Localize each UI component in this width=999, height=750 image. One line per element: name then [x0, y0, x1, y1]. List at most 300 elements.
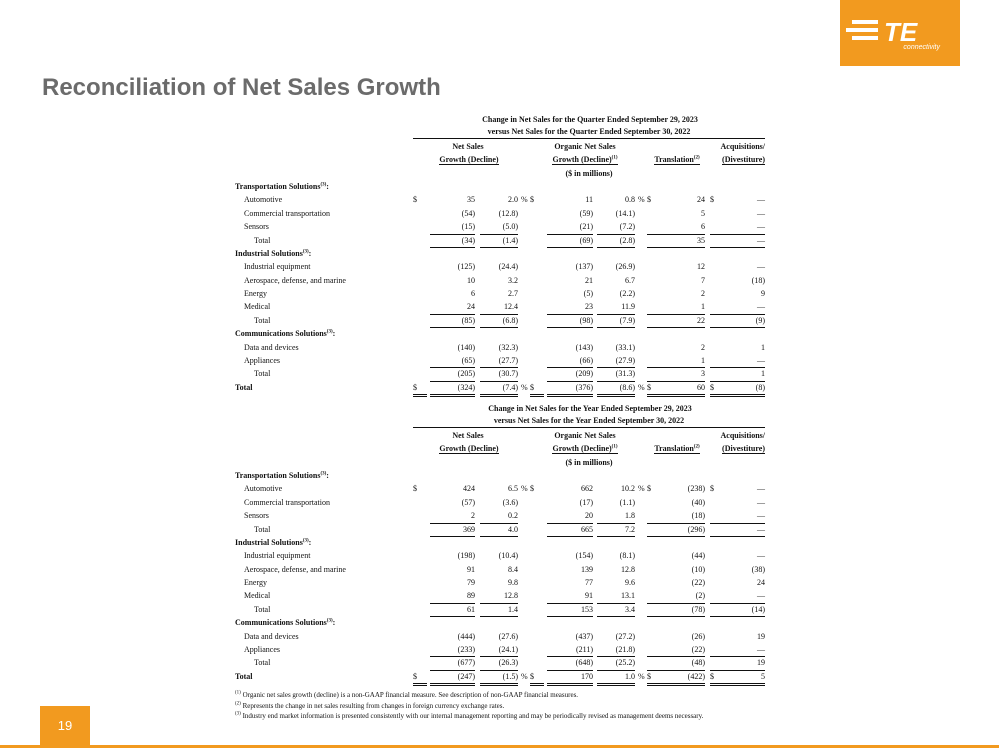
table-cell: (26.3)	[480, 656, 518, 670]
table-cell: 77	[585, 578, 593, 588]
page-number: 19	[40, 706, 90, 746]
table-cell: 89	[430, 589, 475, 603]
table-cell: —	[710, 523, 765, 537]
table-cell: (677)	[430, 656, 475, 670]
table-cell: —	[757, 208, 765, 218]
dollar-sign: $	[710, 484, 714, 494]
column-header-row	[235, 153, 770, 166]
table-cell: (38)	[751, 564, 765, 574]
table-cell: —	[757, 497, 765, 507]
table-cell: 1	[647, 300, 705, 314]
table-cell: 0.8	[625, 195, 635, 205]
table-cell: 10.2	[621, 484, 635, 494]
dollar-sign: $	[530, 195, 534, 205]
table-cell: (7.2)	[597, 220, 635, 234]
percent-sign: %	[521, 195, 528, 205]
row-label: Total	[254, 235, 271, 245]
segment-header-row	[235, 469, 770, 482]
dollar-sign: $	[530, 484, 534, 494]
table-row	[235, 274, 770, 287]
table-cell: (31.3)	[597, 367, 635, 381]
table-cell: 7	[701, 275, 705, 285]
table-cell: 1.8	[597, 509, 635, 523]
row-label: Energy	[244, 289, 267, 299]
percent-sign: %	[638, 484, 645, 494]
dollar-sign: $	[647, 195, 651, 205]
footnote-text: Organic net sales growth (decline) is a non-GAAP financial measure. See description of non-GAAP financial measures.	[242, 691, 579, 699]
section-subtitle-row	[235, 126, 770, 139]
table-cell: —	[710, 643, 765, 657]
segment-header-row	[235, 180, 770, 193]
footnote-text: Represents the change in net sales resulting from changes in foreign currency exchange rates.	[242, 701, 505, 710]
table-cell: 8.4	[508, 564, 518, 574]
table-cell: 6	[471, 289, 475, 299]
table-row	[235, 300, 770, 313]
net-sales-growth-label: Growth (Decline)	[439, 155, 499, 165]
footnote-ref: (2)	[235, 701, 241, 707]
table-cell: 665	[547, 523, 593, 537]
table-cell: (21.8)	[597, 643, 635, 657]
table-cell: 2	[701, 289, 705, 299]
table-cell: 91	[467, 564, 475, 574]
subtotal-row	[235, 603, 770, 616]
te-logo	[840, 0, 960, 66]
year-table	[235, 402, 770, 683]
table-row	[235, 630, 770, 643]
table-cell: (140)	[457, 342, 475, 352]
organic-growth-header	[535, 442, 635, 455]
table-cell: 60	[647, 381, 705, 397]
table-cell: (24.4)	[498, 262, 518, 272]
table-cell: 1	[647, 354, 705, 368]
table-row	[235, 260, 770, 273]
units-row	[235, 456, 770, 469]
table-cell: 6	[647, 220, 705, 234]
footnote-ref: (1)	[611, 444, 618, 450]
table-cell: (444)	[457, 631, 475, 641]
table-cell: 11.9	[597, 300, 635, 314]
row-label: Total	[254, 369, 271, 379]
table-cell: 2.7	[508, 289, 518, 299]
table-cell: (10)	[691, 564, 705, 574]
row-label: Medical	[244, 591, 271, 601]
table-cell: (2.2)	[619, 289, 635, 299]
table-cell: (66)	[547, 354, 593, 368]
table-cell: —	[710, 589, 765, 603]
table-row	[235, 589, 770, 602]
table-row	[235, 496, 770, 509]
quarter-table	[235, 113, 770, 394]
section-title: Change in Net Sales for the Year Ended September 29, 2023	[488, 404, 692, 413]
table-cell: (648)	[547, 656, 593, 670]
subtotal-row	[235, 523, 770, 536]
dollar-sign: $	[413, 381, 427, 397]
table-cell: (12.8)	[498, 208, 518, 218]
table-row	[235, 576, 770, 589]
table-row	[235, 220, 770, 233]
column-header-row	[235, 140, 770, 153]
table-cell: —	[757, 262, 765, 272]
table-cell: (247)	[430, 670, 475, 686]
table-cell: 12.4	[480, 300, 518, 314]
logo-tagline: connectivity	[903, 44, 940, 51]
net-sales-growth-header	[425, 153, 513, 166]
table-cell: 61	[430, 603, 475, 617]
table-cell: 19	[757, 631, 765, 641]
table-cell: 24	[430, 300, 475, 314]
dollar-sign: $	[710, 195, 714, 205]
net-sales-growth-header	[425, 442, 513, 455]
table-cell: 12.8	[621, 564, 635, 574]
table-cell: 12	[697, 262, 705, 272]
translation-text: Translation	[654, 444, 694, 454]
table-cell: (15)	[430, 220, 475, 234]
table-cell: (324)	[430, 381, 475, 397]
table-cell: (33.1)	[615, 342, 635, 352]
net-sales-header: Net Sales	[452, 430, 484, 440]
organic-header: Organic Net Sales	[554, 430, 616, 440]
table-cell: (211)	[547, 643, 593, 657]
table-cell: 153	[547, 603, 593, 617]
subtotal-row	[235, 234, 770, 247]
row-label: Total	[254, 604, 271, 614]
table-row	[235, 207, 770, 220]
table-cell: 1	[710, 367, 765, 381]
dollar-sign: $	[710, 670, 724, 686]
table-cell: 3	[647, 367, 705, 381]
organic-growth-text: Growth (Decline)	[552, 155, 612, 165]
table-cell: 19	[710, 656, 765, 670]
table-cell: 11	[585, 195, 593, 205]
table-cell: 5	[710, 670, 765, 686]
table-cell: (78)	[647, 603, 705, 617]
table-cell: 24	[697, 195, 705, 205]
table-cell: 1.0	[597, 670, 635, 686]
percent-sign: %	[638, 671, 645, 681]
row-label: Energy	[244, 578, 267, 588]
footnote-ref: (3)	[302, 249, 309, 255]
table-cell: 22	[647, 314, 705, 328]
row-label: Total	[235, 382, 253, 392]
dollar-sign: $	[413, 484, 417, 494]
table-cell: (7.4)	[480, 381, 518, 397]
table-cell: —	[757, 551, 765, 561]
segment-label: Communications Solutions$^{(3)}$:	[235, 329, 336, 339]
table-cell: 662	[581, 484, 593, 494]
table-cell: (22)	[647, 643, 705, 657]
table-cell: 2	[430, 509, 475, 523]
table-cell: (27.7)	[480, 354, 518, 368]
table-cell: 21	[585, 275, 593, 285]
footnote-text: Industry end market information is presented consistently with our internal management reporting and may be periodically revised as management deems necessary.	[242, 712, 704, 720]
organic-growth-label	[552, 444, 617, 454]
units-label: ($ in millions)	[565, 457, 613, 467]
table-cell: (422)	[647, 670, 705, 686]
table-row	[235, 354, 770, 367]
row-label: Data and devices	[244, 631, 299, 641]
table-cell: 20	[547, 509, 593, 523]
table-cell: (57)	[461, 497, 475, 507]
table-cell: (65)	[430, 354, 475, 368]
table-cell: 1	[761, 342, 765, 352]
divestiture-header	[705, 442, 765, 455]
table-cell: —	[710, 220, 765, 234]
table-cell: 2.0	[508, 195, 518, 205]
table-cell: 23	[547, 300, 593, 314]
footnote-ref: (3)	[320, 182, 327, 188]
segment-header-row	[235, 247, 770, 260]
row-label: Sensors	[244, 222, 269, 232]
footnote-ref: (3)	[320, 471, 327, 477]
row-label: Aerospace, defense, and marine	[244, 564, 346, 574]
percent-sign: %	[638, 195, 645, 205]
table-row	[235, 193, 770, 206]
dollar-sign: $	[647, 381, 661, 397]
dollar-sign: $	[530, 381, 544, 397]
table-cell: (1.4)	[480, 234, 518, 248]
footnote-ref: (2)	[693, 444, 700, 450]
organic-growth-text: Growth (Decline)	[552, 444, 612, 454]
table-cell: 35	[647, 234, 705, 248]
table-cell: 170	[547, 670, 593, 686]
table-row	[235, 549, 770, 562]
table-cell: (8.6)	[597, 381, 635, 397]
translation-header	[645, 153, 709, 166]
table-cell: (7.9)	[597, 314, 635, 328]
dollar-sign: $	[413, 195, 417, 205]
footnotes	[235, 690, 755, 722]
table-row	[235, 643, 770, 656]
table-cell: (198)	[457, 551, 475, 561]
translation-text: Translation	[654, 155, 694, 165]
table-cell: 3.2	[508, 275, 518, 285]
dollar-sign: $	[710, 381, 724, 397]
organic-growth-header	[535, 153, 635, 166]
table-cell: 424	[463, 484, 475, 494]
segment-label: Transportation Solutions$^{(3)}$:	[235, 470, 329, 480]
table-row	[235, 287, 770, 300]
table-cell: 12.8	[480, 589, 518, 603]
table-cell: (54)	[461, 208, 475, 218]
footnote-ref: (2)	[693, 155, 700, 161]
translation-label	[654, 444, 699, 454]
footnote-ref: (3)	[326, 329, 333, 335]
table-cell: (205)	[430, 367, 475, 381]
table-cell: 4.0	[480, 523, 518, 537]
segment-header-row	[235, 616, 770, 629]
table-cell: (1.1)	[619, 497, 635, 507]
footnote	[235, 690, 755, 701]
table-cell: —	[710, 234, 765, 248]
footnote	[235, 701, 755, 712]
net-sales-growth-label: Growth (Decline)	[439, 444, 499, 454]
row-label: Commercial transportation	[244, 497, 330, 507]
section-subtitle: versus Net Sales for the Quarter Ended September 30, 2022	[413, 126, 765, 139]
table-cell: (5)	[583, 289, 593, 299]
table-cell: 1.4	[480, 603, 518, 617]
table-row	[235, 563, 770, 576]
row-label: Appliances	[244, 356, 280, 366]
row-label: Appliances	[244, 645, 280, 655]
translation-header	[645, 442, 709, 455]
table-cell: 24	[757, 578, 765, 588]
table-cell: —	[757, 484, 765, 494]
footnote-ref: (3)	[302, 538, 309, 544]
organic-header: Organic Net Sales	[554, 141, 616, 151]
divestiture-label: (Divestiture)	[722, 444, 765, 454]
table-cell: 79	[467, 578, 475, 588]
footnote-ref: (3)	[326, 618, 333, 624]
column-header-row	[235, 442, 770, 455]
row-label: Sensors	[244, 511, 269, 521]
table-cell: (24.1)	[480, 643, 518, 657]
subtotal-row	[235, 314, 770, 327]
table-cell: (25.2)	[597, 656, 635, 670]
row-label: Data and devices	[244, 342, 299, 352]
table-cell: 13.1	[597, 589, 635, 603]
segment-header-row	[235, 536, 770, 549]
table-cell: 0.2	[480, 509, 518, 523]
footnote-ref: (1)	[235, 690, 241, 696]
table-cell: 9	[761, 289, 765, 299]
table-cell: (376)	[547, 381, 593, 397]
table-cell: (59)	[579, 208, 593, 218]
table-cell: (2)	[647, 589, 705, 603]
table-cell: 139	[581, 564, 593, 574]
table-cell: (21)	[547, 220, 593, 234]
page-title: Reconciliation of Net Sales Growth	[42, 74, 441, 101]
table-cell: —	[757, 195, 765, 205]
column-header-row	[235, 429, 770, 442]
table-cell: (40)	[691, 497, 705, 507]
table-cell: 9.8	[508, 578, 518, 588]
table-cell: 5	[701, 208, 705, 218]
row-label: Commercial transportation	[244, 208, 330, 218]
row-label: Medical	[244, 302, 271, 312]
table-cell: (27.2)	[615, 631, 635, 641]
table-cell: 10	[467, 275, 475, 285]
subtotal-row	[235, 656, 770, 669]
row-label: Industrial equipment	[244, 551, 311, 561]
dollar-sign: $	[647, 484, 651, 494]
table-cell: 9.6	[625, 578, 635, 588]
acquisitions-header: Acquisitions/	[720, 141, 765, 151]
logo-brand: TE	[884, 17, 918, 47]
table-cell: (27.9)	[597, 354, 635, 368]
dollar-sign: $	[647, 670, 661, 686]
table-row	[235, 341, 770, 354]
table-cell: (10.4)	[498, 551, 518, 561]
divestiture-label: (Divestiture)	[722, 155, 765, 165]
footnote-ref: (3)	[235, 711, 241, 717]
table-cell: (18)	[647, 509, 705, 523]
segment-label: Industrial Solutions$^{(3)}$:	[235, 537, 312, 547]
net-sales-header: Net Sales	[452, 141, 484, 151]
table-cell: (26.9)	[615, 262, 635, 272]
table-cell: (143)	[575, 342, 593, 352]
section-title: Change in Net Sales for the Quarter Ended September 29, 2023	[482, 115, 698, 124]
table-cell: (17)	[579, 497, 593, 507]
table-cell: 91	[547, 589, 593, 603]
dollar-sign: $	[413, 670, 427, 686]
row-label: Aerospace, defense, and marine	[244, 275, 346, 285]
table-cell: (22)	[691, 578, 705, 588]
units-label: ($ in millions)	[565, 168, 613, 178]
segment-label: Industrial Solutions$^{(3)}$:	[235, 248, 312, 258]
grand-total-row	[235, 381, 770, 394]
subtotal-row	[235, 367, 770, 380]
row-label: Industrial equipment	[244, 262, 311, 272]
table-cell: (233)	[430, 643, 475, 657]
table-cell: —	[710, 354, 765, 368]
table-cell: —	[710, 509, 765, 523]
table-cell: (85)	[430, 314, 475, 328]
footnote-ref: (1)	[611, 155, 618, 161]
table-cell: (9)	[710, 314, 765, 328]
table-cell: 369	[430, 523, 475, 537]
te-logo-mark-icon	[840, 0, 960, 66]
table-row	[235, 509, 770, 522]
table-cell: (98)	[547, 314, 593, 328]
row-label: Total	[254, 315, 271, 325]
table-cell: (1.5)	[480, 670, 518, 686]
table-cell: (6.8)	[480, 314, 518, 328]
table-cell: (69)	[547, 234, 593, 248]
table-cell: (14.1)	[615, 208, 635, 218]
table-cell: (8)	[710, 381, 765, 397]
segment-header-row	[235, 327, 770, 340]
table-cell: (5.0)	[480, 220, 518, 234]
row-label: Automotive	[244, 195, 283, 205]
percent-sign: %	[638, 382, 645, 392]
bottom-accent-line	[0, 745, 999, 748]
table-cell: 3.4	[597, 603, 635, 617]
table-cell: (154)	[575, 551, 593, 561]
dollar-sign: $	[530, 670, 544, 686]
row-label: Total	[254, 658, 271, 668]
table-cell: (18)	[751, 275, 765, 285]
table-cell: (209)	[547, 367, 593, 381]
table-cell: (137)	[575, 262, 593, 272]
table-cell: (125)	[457, 262, 475, 272]
organic-growth-label	[552, 155, 617, 165]
segment-label: Communications Solutions$^{(3)}$:	[235, 618, 336, 628]
table-cell: 35	[467, 195, 475, 205]
table-cell: (2.8)	[597, 234, 635, 248]
section-subtitle-row	[235, 415, 770, 428]
table-cell: (14)	[710, 603, 765, 617]
table-cell: (437)	[575, 631, 593, 641]
table-cell: (296)	[647, 523, 705, 537]
units-row	[235, 167, 770, 180]
percent-sign: %	[521, 671, 528, 681]
table-cell: (44)	[691, 551, 705, 561]
translation-label	[654, 155, 699, 165]
table-cell: (30.7)	[480, 367, 518, 381]
table-cell: 2	[701, 342, 705, 352]
table-cell: (34)	[430, 234, 475, 248]
table-cell: (238)	[687, 484, 705, 494]
table-cell: 6.5	[508, 484, 518, 494]
section-subtitle: versus Net Sales for the Year Ended September 30, 2022	[413, 415, 765, 428]
table-cell: —	[710, 300, 765, 314]
divestiture-header	[705, 153, 765, 166]
table-cell: (27.6)	[498, 631, 518, 641]
footnote	[235, 711, 755, 722]
table-cell: (26)	[691, 631, 705, 641]
segment-label: Transportation Solutions$^{(3)}$:	[235, 181, 329, 191]
row-label: Total	[254, 524, 271, 534]
